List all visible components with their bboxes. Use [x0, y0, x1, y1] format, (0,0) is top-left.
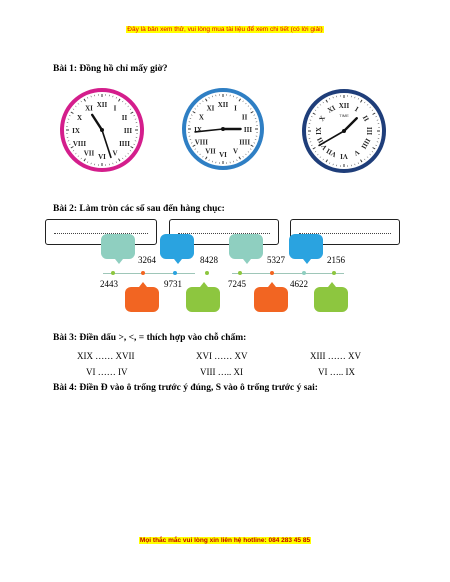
dot	[270, 271, 274, 275]
clock-center	[221, 127, 225, 131]
clock-numeral: XI	[85, 104, 93, 113]
clock-numeral: VI	[219, 151, 227, 159]
clock-numeral: VIII	[194, 138, 208, 147]
clock-numeral: XII	[96, 101, 108, 109]
clock-2	[182, 88, 264, 170]
number: 5327	[267, 255, 285, 265]
dot	[111, 271, 115, 275]
clock-numeral: IX	[194, 126, 202, 134]
bubble-green-2	[314, 287, 348, 312]
clock-numeral: I	[353, 105, 360, 114]
clock-brand: TIME	[339, 113, 349, 118]
clock-numeral: V	[352, 147, 361, 158]
exercise-2-title: Bài 2: Làm tròn các số sau đến hàng chục:	[53, 204, 225, 214]
clock-numeral: V	[112, 149, 118, 158]
bubble-orange-1	[125, 287, 159, 312]
clock-numeral: XII	[217, 101, 229, 109]
divider-line	[103, 273, 195, 274]
clock-center	[100, 128, 104, 132]
exercise-4-title: Bài 4: Điền Đ vào ô trống trước ý đúng, S vào ô trống trước ý sai:	[53, 383, 318, 393]
clock-numeral: IIII	[239, 138, 251, 147]
number: 9731	[164, 279, 182, 289]
comparison-item: XIX …… XVII	[77, 351, 135, 361]
exercise-3-title: Bài 3: Điền dấu >, <, = thích hợp vào chỗ chấm:	[53, 333, 247, 343]
divider-line	[232, 273, 344, 274]
number: 2156	[327, 255, 345, 265]
clock-numeral: II	[360, 114, 371, 123]
comparison-item: VI ….. IX	[318, 367, 355, 377]
dot	[332, 271, 336, 275]
clock-1	[60, 88, 144, 172]
clock-numeral: III	[123, 127, 133, 135]
clock-numeral: I	[113, 104, 117, 113]
clock-numeral: XII	[338, 102, 350, 110]
clock-3	[302, 89, 386, 173]
clock-numeral: II	[121, 114, 128, 122]
clock-numeral: IIII	[119, 140, 130, 148]
dot	[205, 271, 209, 275]
exercise-1-title: Bài 1: Đồng hồ chỉ mấy giờ?	[53, 64, 168, 74]
clock-numeral: VI	[98, 153, 106, 161]
clock-numeral: VII	[324, 146, 339, 159]
clock-numeral: VII	[83, 149, 95, 158]
clock-numeral: X	[317, 114, 328, 123]
number: 8428	[200, 255, 218, 265]
comparison-item: XVI …… XV	[196, 351, 248, 361]
clock-numeral: VII	[205, 147, 216, 156]
clock-numeral: IX	[72, 127, 80, 135]
preview-notice: Đây là bản xem thử, vui lòng mua tài liệu để xem chi tiết (có lời giải)	[127, 26, 323, 33]
clock-center	[342, 129, 346, 133]
dot	[238, 271, 242, 275]
clock-numeral: XI	[326, 103, 337, 115]
clock-numeral: X	[76, 114, 83, 122]
comparison-item: VIII ….. XI	[200, 367, 243, 377]
clock-numeral: IX	[315, 127, 323, 135]
clock-numeral: IIII	[359, 136, 372, 151]
bubble-blue-1	[160, 234, 194, 259]
number: 3264	[138, 255, 156, 265]
clock-numeral: VI	[340, 152, 348, 160]
dot	[141, 271, 145, 275]
number: 2443	[100, 279, 118, 289]
clock-numeral: VIII	[72, 140, 87, 148]
bubble-orange-2	[254, 287, 288, 312]
comparison-item: VI …… IV	[86, 367, 128, 377]
clock-numeral: V	[232, 147, 239, 156]
clock-numeral: I	[234, 104, 237, 113]
clock-numeral: X	[198, 113, 204, 122]
bubble-green-1	[186, 287, 220, 312]
dot	[302, 271, 306, 275]
bubble-blue-2	[289, 234, 323, 259]
bubble-teal-1	[101, 234, 135, 259]
hotline-notice: Mọi thắc mắc vui lòng xin liên hệ hotline: 084 283 45 85	[139, 537, 311, 544]
clock-numeral: II	[241, 113, 248, 122]
bubble-teal-2	[229, 234, 263, 259]
number: 4622	[290, 279, 308, 289]
comparison-item: XIII …… XV	[310, 351, 361, 361]
clock-numeral: III	[365, 126, 373, 136]
clock-numeral: III	[243, 126, 253, 134]
number: 7245	[228, 279, 246, 289]
clock-numeral: XI	[206, 104, 215, 113]
dot	[173, 271, 177, 275]
